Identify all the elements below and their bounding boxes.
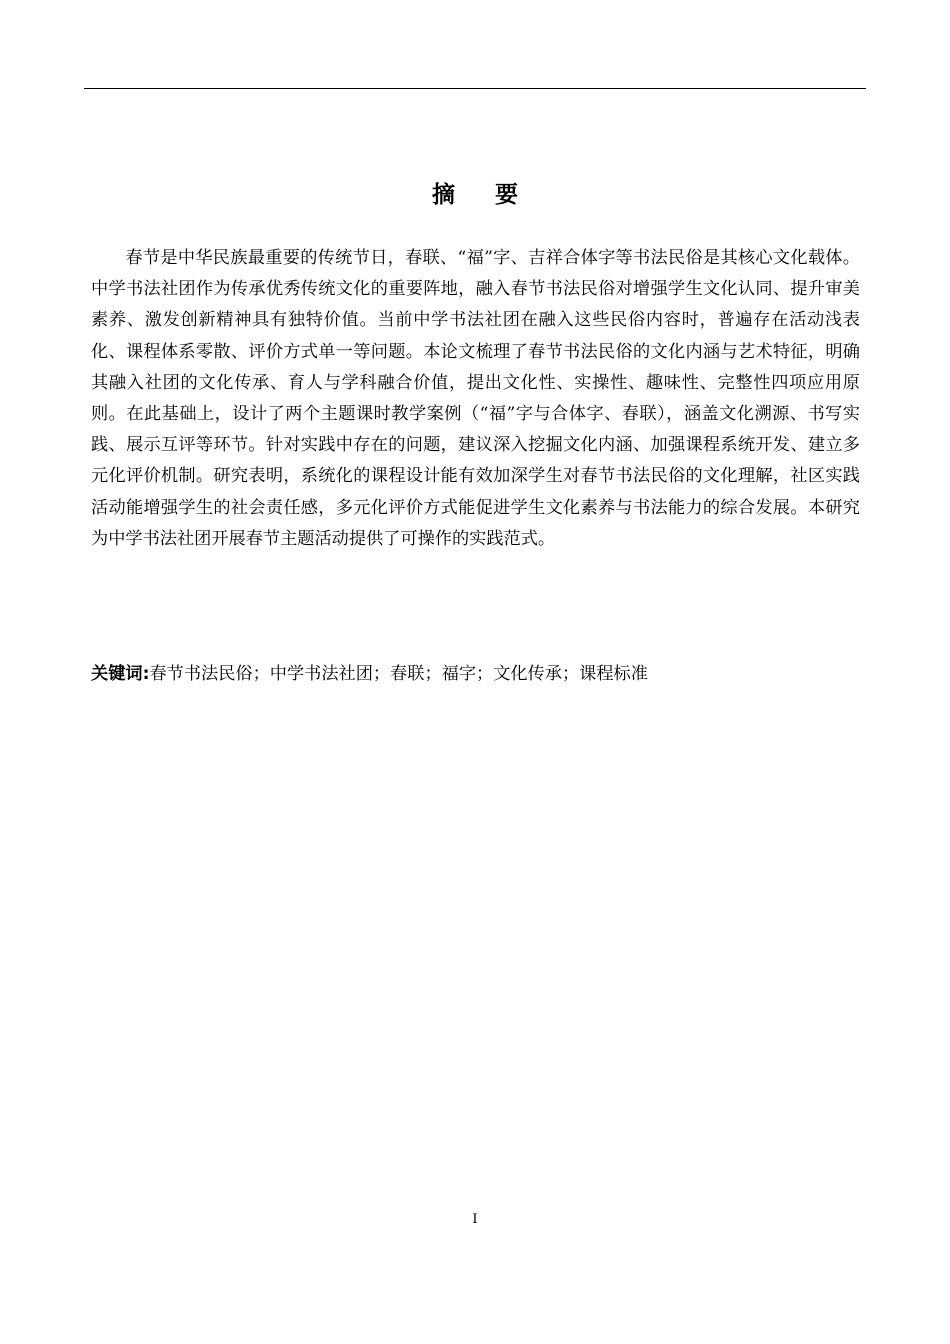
abstract-paragraph: 春节是中华民族最重要的传统节日，春联、“福”字、吉祥合体字等书法民俗是其核心文化载体。中学书法社团作为传承优秀传统文化的重要阵地，融入春节书法民俗对增强学生文化认同、提升审美素养、激发创新精神具有独特价值。当前中学书法社团在融入这些民俗内容时，普遍存在活动浅表化、课程体系零散、评价方式单一等问题。本论文梳理了春节书法民俗的文化内涵与艺术特征，明确其融入社团的文化传承、育人与学科融合价值，提出文化性、实操性、趣味性、完整性四项应用原则。在此基础上，设计了两个主题课时教学案例（“福”字与合体字、春联），涵盖文化溯源、书写实践、展示互评等环节。针对实践中存在的问题，建议深入挖掘文化内涵、加强课程系统开发、建立多元化评价机制。研究表明，系统化的课程设计能有效加深学生对春节书法民俗的文化理解，社区实践活动能增强学生的社会责任感，多元化评价方式能促进学生文化素养与书法能力的综合发展。本研究为中学书法社团开展春节主题活动提供了可操作的实践范式。 [91, 248, 860, 549]
keywords-label: 关键词: [91, 664, 150, 684]
abstract-title: 摘要 [432, 182, 558, 208]
keywords-line [91, 659, 860, 689]
header-rule [84, 88, 866, 89]
page-number: I [472, 1212, 478, 1227]
keywords-text: 春节书法民俗；中学书法社团；春联；福字；文化传承；课程标准 [149, 664, 648, 684]
